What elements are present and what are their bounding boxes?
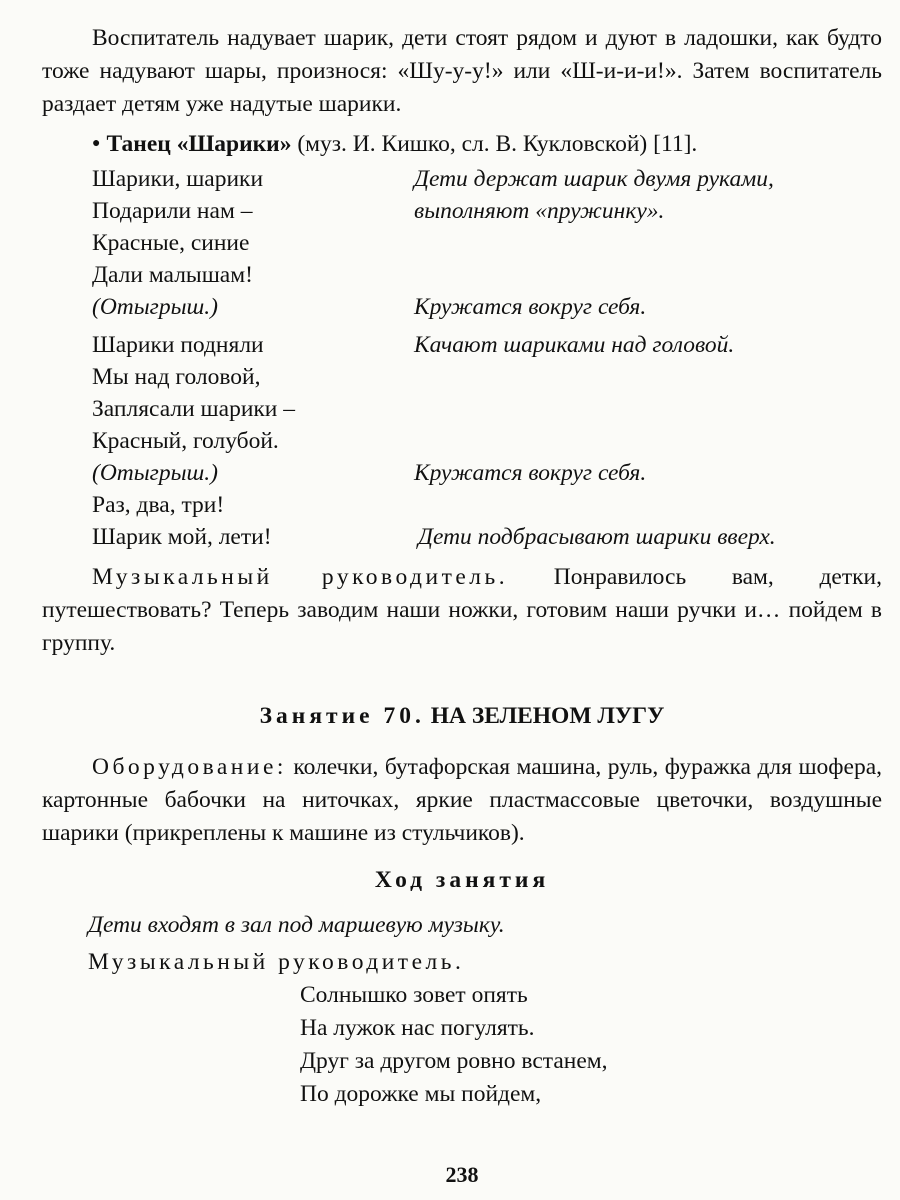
song-lyric: (Отыгрыш.) — [92, 460, 218, 486]
song-lyric: Красные, синие — [92, 230, 250, 256]
song-lyric: Раз, два, три! — [92, 492, 225, 518]
dance-credits: (муз. И. Кишко, сл. В. Кукловской) [11]. — [291, 131, 698, 157]
lesson-title: НА ЗЕЛЕНОМ ЛУГУ — [424, 703, 665, 729]
poem-line: По дорожке мы пойдем, — [300, 1081, 542, 1107]
song-row — [42, 425, 882, 457]
song-lyric: Шарик мой, лети! — [92, 524, 272, 550]
poem-line: Друг за другом ровно встанем, — [300, 1048, 608, 1074]
music-director-paragraph — [42, 561, 882, 660]
course-heading: Ход занятия — [374, 867, 550, 893]
song-lyrics-block — [42, 161, 882, 550]
poem-block — [42, 979, 882, 1111]
song-lyric: Заплясали шарики – — [92, 396, 296, 422]
song-row — [42, 291, 882, 323]
song-row — [42, 457, 882, 489]
song-row — [42, 489, 882, 521]
intro-paragraph: Воспитатель надувает шарик, дети стоят рядом и дуют в ладошки, как будто тоже надувают шары, произнося: «Шу-у-у!» или «Ш-и-и-и!». Затем воспитатель раздает детям уже надутые шарики. — [42, 25, 882, 117]
song-action: выполняют «пружинку». — [414, 198, 665, 224]
book-page — [42, 22, 882, 1187]
lesson-heading — [42, 700, 882, 733]
song-lyric: (Отыгрыш.) — [92, 294, 218, 320]
song-row — [42, 521, 882, 553]
equipment-paragraph — [42, 751, 882, 850]
speaker-label: Музыкальный руководитель. — [92, 564, 509, 590]
song-row — [42, 227, 882, 259]
song-action: Дети держат шарик двумя руками, — [414, 166, 774, 192]
song-action: Дети подбрасывают шарики вверх. — [418, 524, 776, 550]
song-row — [42, 329, 882, 361]
song-lyric: Дали малышам! — [92, 262, 253, 288]
intro-stage-direction: Дети входят в зал под маршевую музыку. — [88, 912, 505, 938]
dance-title: Танец «Шарики» — [106, 131, 292, 157]
song-row — [42, 259, 882, 291]
song-action: Качают шариками над головой. — [414, 332, 735, 358]
lesson-label: Занятие 70. — [259, 703, 425, 729]
song-row — [42, 163, 882, 195]
song-lyric: Шарики подняли — [92, 332, 264, 358]
poem-line: Солнышко зовет опять — [300, 982, 528, 1008]
bullet-icon: ● — [92, 136, 101, 151]
dance-heading — [42, 127, 882, 161]
speaker-label-2: Музыкальный руководитель. — [88, 949, 465, 975]
song-row — [42, 195, 882, 227]
song-action: Кружатся вокруг себя. — [414, 294, 647, 320]
poem-line: На лужок нас погулять. — [300, 1015, 535, 1041]
song-lyric: Шарики, шарики — [92, 166, 264, 192]
song-row — [42, 393, 882, 425]
page-number: 238 — [445, 1162, 479, 1187]
song-lyric: Подарили нам – — [92, 198, 253, 224]
equipment-label: Оборудование: — [92, 754, 287, 780]
song-lyric: Красный, голубой. — [92, 428, 279, 454]
song-lyric: Мы над головой, — [92, 364, 261, 390]
song-row — [42, 361, 882, 393]
speaker-text: Понравилось вам, детки, путешествовать? Теперь заводим наши ножки, готовим наши ручки и… пойдем в группу. — [42, 564, 882, 656]
equipment-text: колечки, бутафорская машина, руль, фуражка для шофера, картонные бабочки на ниточках, яркие пластмассовые цветочки, воздушные шарики (прикреплены к машине из стульчиков). — [42, 754, 882, 846]
song-action: Кружатся вокруг себя. — [414, 460, 647, 486]
